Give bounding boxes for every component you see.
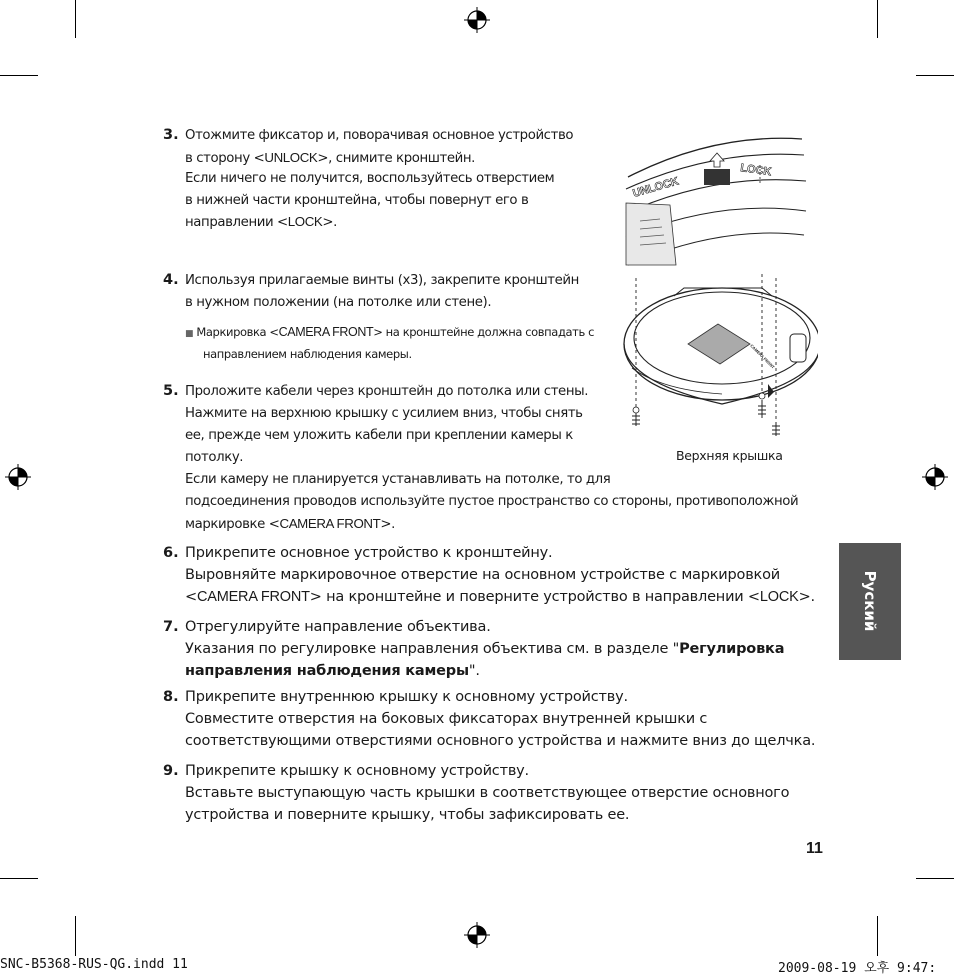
step-number: 6. <box>163 545 179 561</box>
registration-mark-icon <box>463 6 491 34</box>
camera-front-keyword: CAMERA FRONT <box>196 589 310 605</box>
step-text-line: направлении <LOCK>. <box>185 214 337 230</box>
lock-keyword: LOCK <box>759 589 799 605</box>
language-tab <box>839 543 901 660</box>
step-number: 7. <box>163 619 179 635</box>
step-text-line: Указания по регулировке направления объектива см. в разделе "Регулировка <box>185 641 785 657</box>
crop-mark <box>916 878 954 879</box>
step-text-line: в сторону <UNLOCK>, снимите кронштейн. <box>185 150 476 166</box>
step-text-line: маркировке <CAMERA FRONT>. <box>185 516 395 532</box>
crop-mark <box>877 0 878 38</box>
step-text-line: Выровняйте маркировочное отверстие на основном устройстве с маркировкой <box>185 567 781 583</box>
step-text-line: устройства и поверните крышку, чтобы зафиксировать ее. <box>185 807 630 823</box>
registration-mark-icon <box>463 921 491 949</box>
step-text-line: Прикрепите крышку к основному устройству. <box>185 763 529 779</box>
note-bullet: ■ <box>185 329 194 339</box>
step-text-line: Отрегулируйте направление объектива. <box>185 619 491 635</box>
crop-mark <box>75 916 76 956</box>
camera-front-keyword: CAMERA FRONT <box>278 325 374 339</box>
step-text-line: подсоединения проводов используйте пустое пространство со стороны, противоположной <box>185 494 799 509</box>
step-text-line: Прикрепите внутреннюю крышку к основному устройству. <box>185 689 628 705</box>
step-text-line: Проложите кабели через кронштейн до потолка или стены. <box>185 384 589 399</box>
step-text-line: в нижней части кронштейна, чтобы повернут его в <box>185 193 529 208</box>
registration-mark-icon <box>4 463 32 491</box>
language-tab-label: Руский <box>861 570 879 632</box>
step-number: 4. <box>163 272 179 288</box>
note-line: ■ Маркировка <CAMERA FRONT> на кронштейне должна совпадать с <box>185 325 594 339</box>
top-cover-illustration <box>622 272 818 444</box>
step-text-line: <CAMERA FRONT> на кронштейне и поверните устройство в направлении <LOCK>. <box>185 589 815 605</box>
step-text-line: потолку. <box>185 450 244 465</box>
step-text-line: Нажмите на верхнюю крышку с усилием вниз, чтобы снять <box>185 406 583 421</box>
step-text-line: Используя прилагаемые винты (x3), закрепите кронштейн <box>185 273 579 288</box>
section-reference: Регулировка <box>679 641 785 657</box>
step-number: 9. <box>163 763 179 779</box>
section-reference: направления наблюдения камеры <box>185 663 469 679</box>
step-text-line: Прикрепите основное устройство к кронштейну. <box>185 545 553 561</box>
registration-mark-icon <box>921 463 949 491</box>
crop-mark <box>75 0 76 38</box>
step-text-line: Отожмите фиксатор и, поворачивая основное устройство <box>185 128 574 143</box>
crop-mark <box>877 916 878 956</box>
lock-keyword: LOCK <box>287 214 323 229</box>
lock-label: LOCK <box>739 162 773 179</box>
footer-datetime: 2009-08-19 오후 9:47: <box>778 961 937 976</box>
step-text-line: направления наблюдения камеры". <box>185 663 480 679</box>
step-number: 3. <box>163 127 179 143</box>
note-line: направлением наблюдения камеры. <box>203 347 412 361</box>
step-text-line: Вставьте выступающую часть крышки в соответствующее отверстие основного <box>185 785 790 801</box>
crop-mark <box>0 75 38 76</box>
page-number: 11 <box>806 840 823 857</box>
crop-mark <box>0 878 38 879</box>
step-number: 8. <box>163 689 179 705</box>
figure-caption: Верхняя крышка <box>676 448 783 463</box>
step-text-line: соответствующими отверстиями основного устройства и нажмите вниз до щелчка. <box>185 733 816 749</box>
step-text-line: Если ничего не получится, воспользуйтесь отверстием <box>185 171 555 186</box>
camera-front-marking: CAMERA FRONT <box>749 343 776 370</box>
camera-front-keyword: CAMERA FRONT <box>279 516 381 531</box>
step-number: 5. <box>163 383 179 399</box>
footer-filename: SNC-B5368-RUS-QG.indd 11 <box>0 957 188 972</box>
bracket-unlock-illustration <box>620 125 808 271</box>
step-text-line: в нужном положении (на потолке или стене). <box>185 295 492 310</box>
step-text-line: ее, прежде чем уложить кабели при креплении камеры к <box>185 428 573 443</box>
unlock-keyword: UNLOCK <box>264 150 318 165</box>
crop-mark <box>916 75 954 76</box>
step-text-line: Если камеру не планируется устанавливать на потолке, то для <box>185 472 611 487</box>
step-text-line: Совместите отверстия на боковых фиксаторах внутренней крышки с <box>185 711 708 727</box>
unlock-label: UNLOCK <box>631 175 681 200</box>
